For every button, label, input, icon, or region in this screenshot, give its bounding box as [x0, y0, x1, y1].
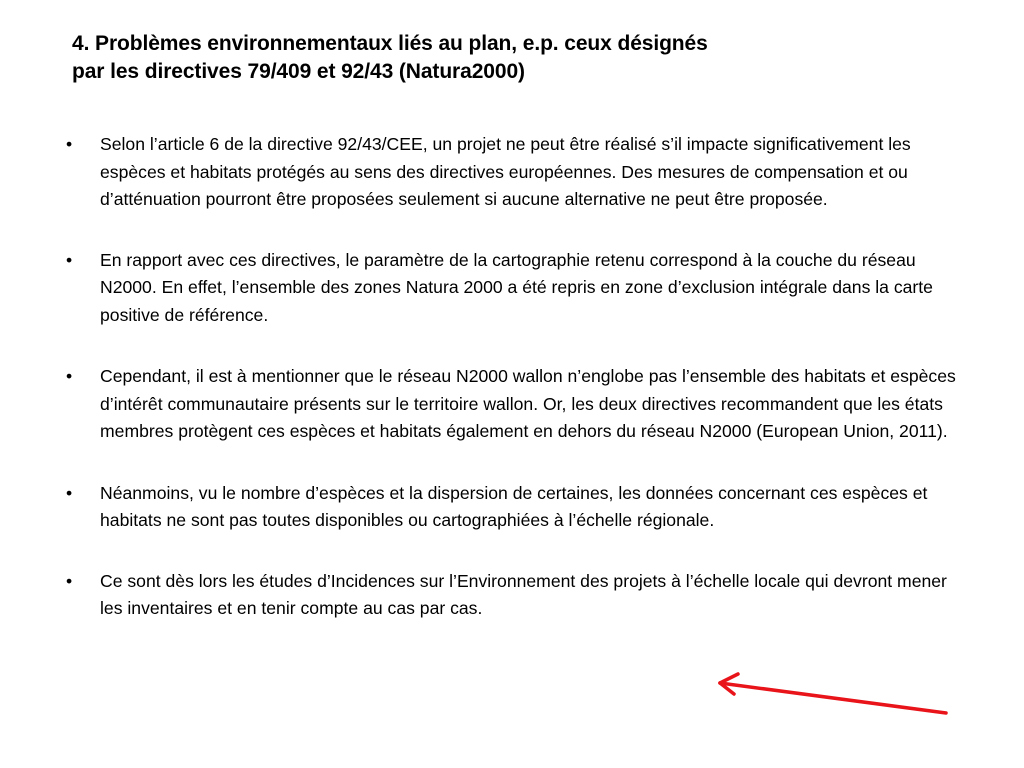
bullet-item	[66, 480, 971, 535]
bullet-item	[66, 247, 971, 330]
bullet-dot: •	[66, 134, 73, 154]
bullet-dot: •	[66, 366, 73, 386]
bullet-text: En rapport avec ces directives, le paramètre de la cartographie retenu correspond à la couche du réseau N2000. En effet, l’ensemble des zones Natura 2000 a été repris en zone d’exclusion intégrale dans la carte positive de référence.	[100, 249, 933, 325]
bullet-dot: •	[66, 482, 73, 503]
bullet-text: Néanmoins, vu le nombre d’espèces et la dispersion de certaines, les données concernant ces espèces et habitats ne sont pas toutes disponibles ou cartographiées à l’échelle régionale.	[100, 482, 928, 530]
bullet-item	[66, 568, 971, 623]
bullet-item	[66, 131, 971, 214]
bullet-dot: •	[66, 249, 73, 270]
slide-title-line-2: par les directives 79/409 et 92/43 (Natura2000)	[72, 60, 525, 83]
bullet-dot: •	[66, 570, 73, 591]
bullet-list	[66, 131, 971, 623]
annotation-arrow	[720, 674, 946, 713]
bullet-text: Selon l’article 6 de la directive 92/43/CEE, un projet ne peut être réalisé s’il impacte significativement les espèces et habitats protégés au sens des directives européennes. Des mesures de compensation et ou d’atténuation pourront être proposées seulement si aucune alternative ne peut être proposée.	[100, 134, 911, 209]
bullet-text: Cependant, il est à mentionner que le réseau N2000 wallon n’englobe pas l’ensemble des habitats et espèces d’intérêt communautaire présents sur le territoire wallon. Or, les deux directives recommandent que les états membres protègent ces espèces et habitats également en dehors du réseau N2000 (European Union, 2011).	[100, 366, 956, 441]
bullet-text: Ce sont dès lors les études d’Incidences sur l’Environnement des projets à l’échelle locale qui devront mener les inventaires et en tenir compte au cas par cas.	[100, 570, 947, 618]
bullet-item	[66, 363, 971, 446]
slide-title-line-1: 4. Problèmes environnementaux liés au plan, e.p. ceux désignés	[72, 32, 708, 55]
slide-title	[72, 30, 952, 86]
